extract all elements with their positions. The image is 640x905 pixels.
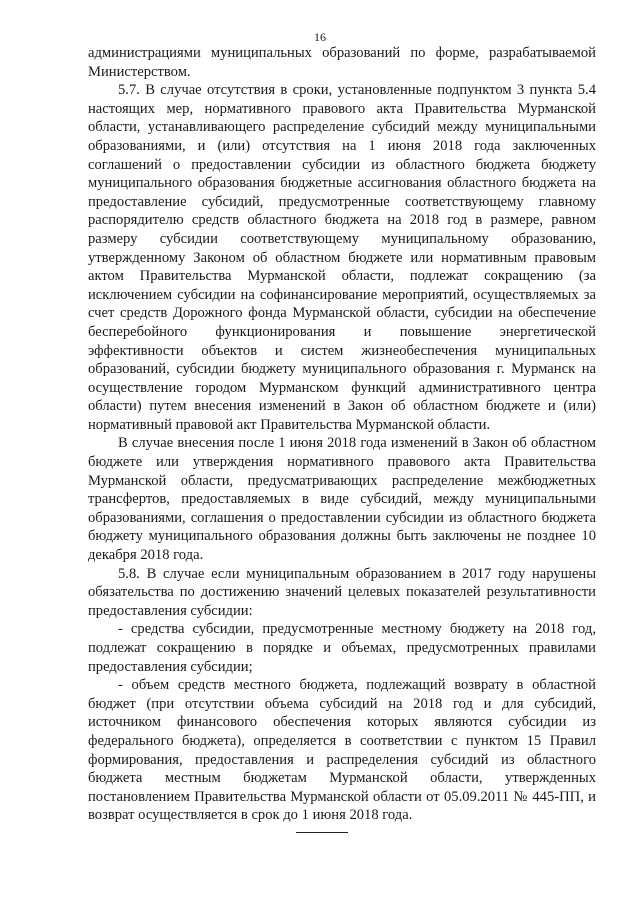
end-divider-line xyxy=(296,832,348,833)
list-item-reduction: - средства субсидии, предусмотренные местному бюджету на 2018 год, подлежат сокращению в порядке и объемах, предусмотренных правилами предоставления субсидии; xyxy=(88,621,596,675)
paragraph-continuation: администрациями муниципальных образований по форме, разрабатываемой Министерством. xyxy=(88,45,596,80)
document-body xyxy=(88,44,596,825)
page-number: 16 xyxy=(314,30,326,44)
paragraph-amendments: В случае внесения после 1 июня 2018 года изменений в Закон об областном бюджете или утверждения нормативного правового акта Правительства Мурманской области, предусматривающих распределение межбюджетных трансфертов, предоставляемых в виде субсидий, между муниципальными образованиями, соглашения о предоставлении субсидии из областного бюджета бюджету муниципального образования должны быть заключены не позднее 10 декабря 2018 года. xyxy=(88,435,596,564)
paragraph-5-7: 5.7. В случае отсутствия в сроки, установленные подпунктом 3 пункта 5.4 настоящих мер, нормативного правового акта Правительства Мурманской области, устанавливающего распределение субсидий между муниципальными образованиями, и (или) отсутствия на 1 июня 2018 года заключенных соглашений о предоставлении субсидии из областного бюджета бюджету муниципального образования бюджетные ассигнования областного бюджета на предоставление субсидий, предусмотренные соответствующему главному распорядителю средств областного бюджета на 2018 год в размере, равном размеру субсидии соответствующему муниципальному образованию, утвержденному Законом об областном бюджете или нормативным правовым актом Правительства Мурманской области, подлежат сокращению (за исключением субсидии на софинансирование мероприятий, осуществляемых за счет средств Дорожного фонда Мурманской области, субсидии на обеспечение бесперебойного функционирования и повышение энергетической эффективности объектов и систем жизнеобеспечения муниципальных образований, субсидии бюджету муниципального образования г. Мурманск на осуществление городом Мурманском функций административного центра области) путем внесения изменений в Закон об областном бюджете и (или) нормативный правовой акт Правительства Мурманской области. xyxy=(88,82,596,433)
list-item-refund: - объем средств местного бюджета, подлежащий возврату в областной бюджет (при отсутствии объема субсидий на 2018 год и для субсидий, источником финансового обеспечения которых являются субсидии из федерального бюджета), определяется в соответствии с пунктом 15 Правил формирования, предоставления и распределения субсидий из областного бюджета местным бюджетам Мурманской области, утвержденных постановлением Правительства Мурманской области от 05.09.2011 № 445-ПП, и возврат осуществляется в срок до 1 июня 2018 года. xyxy=(88,677,596,824)
paragraph-5-8: 5.8. В случае если муниципальным образованием в 2017 году нарушены обязательства по достижению значений целевых показателей результативности предоставления субсидии: xyxy=(88,565,596,619)
